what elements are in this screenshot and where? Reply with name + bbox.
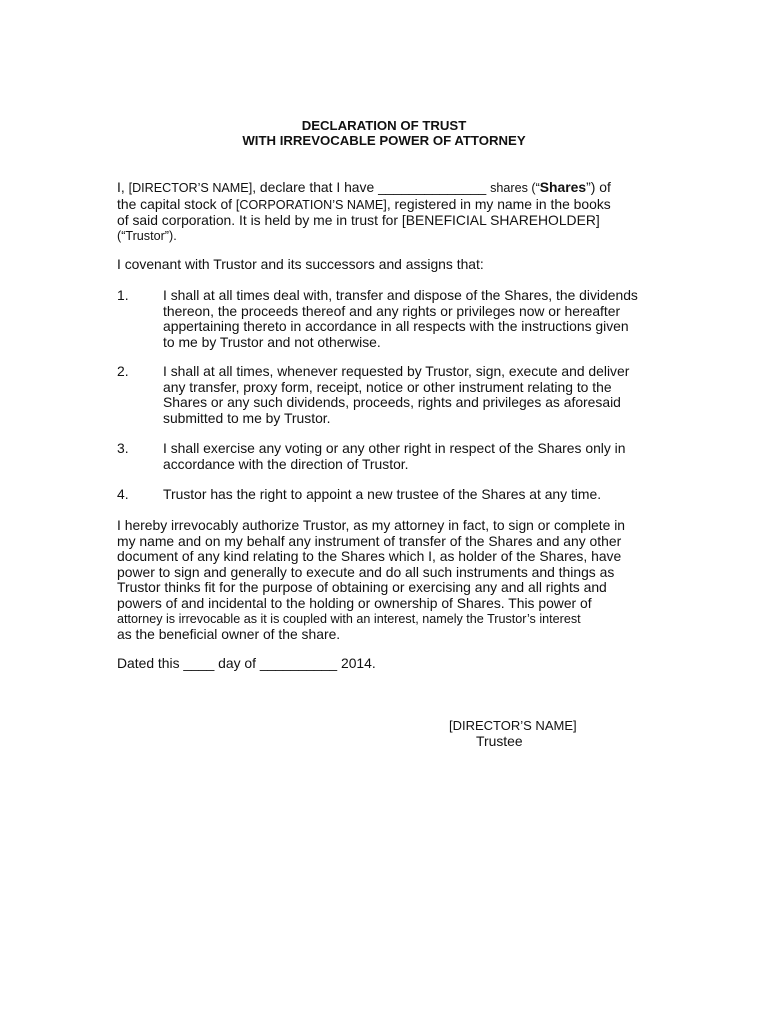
- authorization-line: my name and on my behalf any instrument of transfer of the Shares and any other: [117, 532, 622, 549]
- item-number: 3.: [117, 440, 129, 456]
- item-line: appertaining thereto in accordance in all respects with the instructions given: [163, 318, 629, 335]
- intro-line-3: of said corporation. It is held by me in trust for [BENEFICIAL SHAREHOLDER]: [117, 212, 600, 229]
- shares-defined-term: Shares: [539, 179, 587, 195]
- authorization-line: powers of and incidental to the holding or ownership of Shares. This power of: [117, 594, 592, 611]
- item-line: thereon, the proceeds thereof and any rights or privileges now or hereafter: [163, 302, 621, 319]
- item-number: 1.: [117, 287, 129, 303]
- document-title-line-2: WITH IRREVOCABLE POWER OF ATTORNEY: [242, 133, 526, 148]
- item-number: 2.: [117, 363, 129, 379]
- covenant-text: I covenant with Trustor and its successors and assigns that:: [117, 256, 484, 272]
- item-line: I shall at all times deal with, transfer and dispose of the Shares, the dividends: [163, 287, 638, 303]
- item-line: Trustor has the right to appoint a new trustee of the Shares at any time.: [163, 486, 602, 502]
- item-body: [163, 288, 662, 350]
- item-line: Shares or any such dividends, proceeds, rights and privileges as aforesaid: [163, 394, 621, 411]
- director-name-placeholder: [DIRECTOR’S NAME]: [128, 181, 253, 195]
- item-line: accordance with the direction of Trustor.: [163, 455, 409, 472]
- covenant-paragraph: [117, 257, 662, 273]
- corporation-name-placeholder: [CORPORATION’S NAME]: [235, 197, 387, 212]
- item-number: 4.: [117, 486, 129, 502]
- authorization-line: Trustor thinks fit for the purpose of obtaining or exercising any and all rights and: [117, 579, 607, 596]
- intro-paragraph: [117, 180, 662, 244]
- item-line: submitted to me by Trustor.: [163, 409, 331, 426]
- dated-line: [117, 656, 662, 672]
- item-line: I shall exercise any voting or any other right in respect of the Shares only in: [163, 440, 626, 456]
- item-line: I shall at all times, whenever requested by Trustor, sign, execute and deliver: [163, 363, 630, 379]
- authorization-paragraph: [117, 518, 662, 643]
- dated-text: Dated this ____ day of __________ 2014.: [117, 655, 376, 671]
- intro-line-2: the capital stock of [CORPORATION’S NAME], registered in my name in the books: [117, 195, 611, 212]
- signature-role: Trustee: [476, 733, 523, 749]
- item-line: any transfer, proxy form, receipt, notice or other instrument relating to the: [163, 378, 612, 395]
- authorization-line: document of any kind relating to the Shares which I, as holder of the Shares, have: [117, 548, 622, 565]
- document-title-line-1: DECLARATION OF TRUST: [301, 118, 467, 133]
- item-line: to me by Trustor and not otherwise.: [163, 333, 381, 350]
- item-body: [163, 364, 662, 426]
- signature-name: [DIRECTOR’S NAME]: [449, 718, 577, 733]
- authorization-line: as the beneficial owner of the share.: [117, 626, 341, 643]
- item-body: [163, 441, 662, 472]
- authorization-line: I hereby irrevocably authorize Trustor, as my attorney in fact, to sign or complete in: [117, 517, 626, 533]
- intro-line-1: I, [DIRECTOR’S NAME], declare that I have ______________ shares (“Shares”) of: [117, 179, 611, 195]
- authorization-line: attorney is irrevocable as it is coupled with an interest, namely the Trustor’s interest: [117, 611, 581, 626]
- intro-line-4: (“Trustor”).: [117, 228, 177, 243]
- item-body: [163, 487, 662, 503]
- authorization-line: power to sign and generally to execute and do all such instruments and things as: [117, 563, 615, 580]
